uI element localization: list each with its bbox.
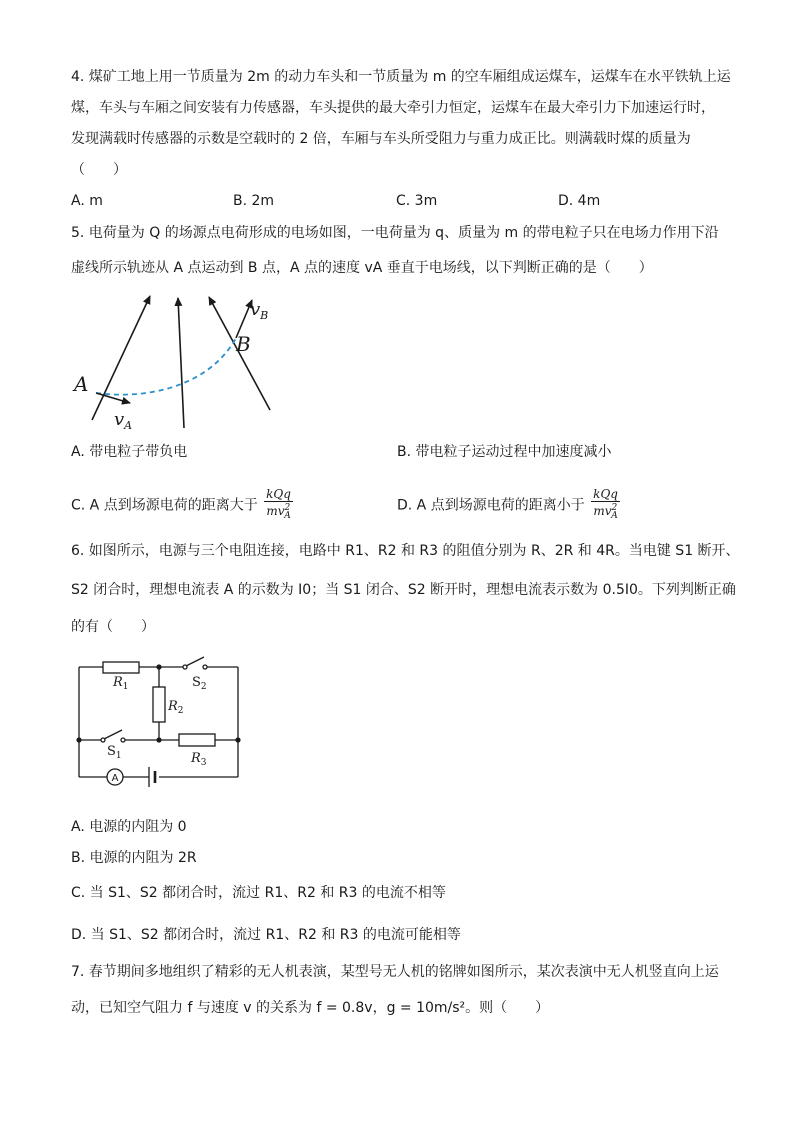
ammeter-label: A: [111, 773, 119, 784]
switch-s1: [101, 730, 125, 742]
q5-option-a[interactable]: A. 带电粒子带负电: [71, 444, 188, 460]
q6-stem-line3: 的有（ ）: [71, 619, 155, 635]
q5-stem-line1: 5. 电荷量为 Q 的场源点电荷形成的电场如图，一电荷量为 q、质量为 m 的带电粒子只在电场力作用下沿: [71, 225, 719, 241]
q6-option-a[interactable]: A. 电源的内阻为 0: [71, 819, 187, 835]
q7-stem-line2: 动，已知空气阻力 f 与速度 v 的关系为 f = 0.8v，g = 10m/s²。则（ ）: [71, 1000, 550, 1016]
point-b-label: B: [236, 332, 251, 356]
q6-option-c[interactable]: C. 当 S1、S2 都闭合时，流过 R1、R2 和 R3 的电流不相等: [71, 885, 446, 901]
q6-option-b[interactable]: B. 电源的内阻为 2R: [71, 850, 197, 866]
q4-stem-line3: 发现满载时传感器的示数是空载时的 2 倍，车厢与车头所受阻力与重力成正比。则满载时煤的质量为: [71, 131, 691, 147]
velocity-a-label: $v_A$: [114, 409, 133, 432]
q5-stem-line2: 虚线所示轨迹从 A 点运动到 B 点，A 点的速度 vA 垂直于电场线，以下判断正确的是（ ）: [71, 260, 653, 276]
q6-option-d[interactable]: D. 当 S1、S2 都闭合时，流过 R1、R2 和 R3 的电流可能相等: [71, 927, 461, 943]
q7-stem-line1: 7. 春节期间多地组织了精彩的无人机表演，某型号无人机的铭牌如图所示，某次表演中无人机竖直向上运: [71, 964, 719, 980]
q6-stem-line1: 6. 如图所示，电源与三个电阻连接，电路中 R1、R2 和 R3 的阻值分别为 R、2R 和 4R。当电键 S1 断开、: [71, 543, 740, 559]
q5-option-d-fraction: $\frac{\text{kQq}}{mv^2_A}$: [593, 487, 618, 522]
q6-stem-line2: S2 闭合时，理想电流表 A 的示数为 I0；当 S1 闭合、S2 断开时，理想电流表示数为 0.5I0。下列判断正确: [71, 582, 736, 598]
resistor-r2: [153, 687, 165, 722]
label-r2: $R_2$: [168, 699, 184, 716]
point-a-label: A: [74, 372, 89, 396]
q4-option-d[interactable]: D. 4m: [558, 193, 601, 209]
q4-stem-line2: 煤，车头与车厢之间安装有力传感器，车头提供的最大牵引力恒定，运煤车在最大牵引力下加速运行时，: [71, 100, 715, 116]
resistor-r1: [103, 662, 139, 673]
velocity-b-label: $v_B$: [250, 299, 269, 322]
q4-answer-bracket: （ ）: [71, 162, 127, 178]
q4-option-c[interactable]: C. 3m: [396, 193, 438, 209]
label-r3: $R_3$: [191, 751, 207, 768]
switch-s2: [183, 657, 207, 669]
q5-option-c-fraction: $\frac{\text{kQq}}{mv^2_A}$: [266, 487, 291, 522]
label-r1: $R_1$: [113, 675, 129, 692]
label-s2: $S_2$: [192, 675, 207, 692]
q4-option-b[interactable]: B. 2m: [233, 193, 275, 209]
q5-option-b[interactable]: B. 带电粒子运动过程中加速度减小: [397, 444, 612, 460]
battery-icon: [149, 767, 155, 787]
resistor-r3: [179, 734, 215, 746]
q5-option-c-text: C. A 点到场源电荷的距离大于: [71, 497, 258, 514]
q5-option-d-text: D. A 点到场源电荷的距离小于: [397, 497, 585, 514]
label-s1: $S_1$: [107, 744, 122, 761]
q4-option-a[interactable]: A. m: [71, 193, 103, 209]
q4-stem-line1: 4. 煤矿工地上用一节质量为 2m 的动力车头和一节质量为 m 的空车厢组成运煤车，运煤车在水平铁轨上运: [71, 69, 731, 85]
